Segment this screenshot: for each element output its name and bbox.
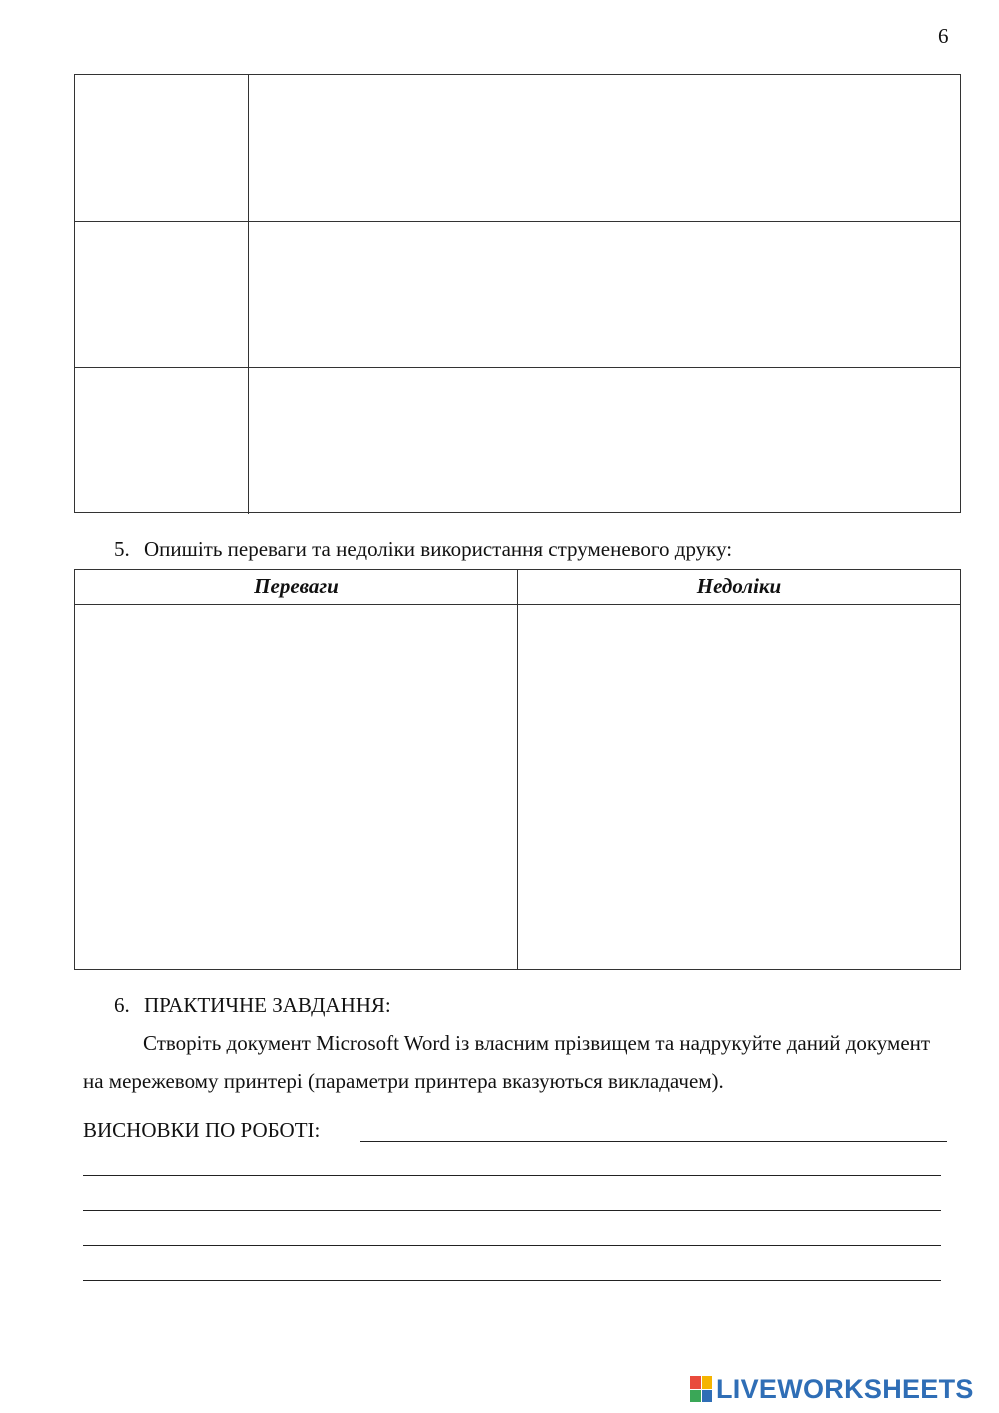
task-6-number: 6. — [114, 993, 130, 1017]
watermark-text: LIVEWORKSHEETS — [716, 1373, 974, 1404]
task-6 — [114, 993, 391, 1018]
table-row — [75, 75, 960, 221]
top-table — [74, 74, 961, 513]
task-5 — [114, 537, 732, 562]
conclusions-label: ВИСНОВКИ ПО РОБОТІ: — [83, 1118, 321, 1142]
conclusions-answer-line[interactable] — [360, 1141, 947, 1142]
liveworksheets-logo-icon — [690, 1376, 712, 1402]
conclusions-answer-line[interactable] — [83, 1245, 941, 1246]
term-cell[interactable] — [75, 222, 249, 368]
task-5-text: Опишіть переваги та недоліки використання струменевого друку: — [144, 537, 733, 561]
conclusions-answer-line[interactable] — [83, 1175, 941, 1176]
advantages-answer-cell[interactable] — [75, 605, 517, 969]
task-6-instruction: Створіть документ Microsoft Word із власним прізвищем та надрукуйте даний документ на мережевому принтері (параметри принтера вказуються викладачем). — [83, 1031, 931, 1093]
disadvantages-answer-cell[interactable] — [518, 605, 960, 969]
conclusions-answer-line[interactable] — [83, 1280, 941, 1281]
liveworksheets-watermark — [690, 1372, 974, 1406]
description-cell[interactable] — [249, 75, 960, 221]
table-row — [75, 367, 960, 514]
disadvantages-header: Недоліки — [518, 570, 960, 605]
conclusions-answer-line[interactable] — [83, 1210, 941, 1211]
task-5-number: 5. — [114, 537, 130, 561]
task-6-title: ПРАКТИЧНЕ ЗАВДАННЯ: — [144, 993, 391, 1017]
term-cell[interactable] — [75, 368, 249, 514]
pros-cons-table — [74, 569, 961, 970]
term-cell[interactable] — [75, 75, 249, 221]
description-cell[interactable] — [249, 368, 960, 514]
page-number: 6 — [938, 24, 949, 48]
table-row — [75, 221, 960, 368]
advantages-header: Переваги — [75, 570, 518, 605]
description-cell[interactable] — [249, 222, 960, 368]
